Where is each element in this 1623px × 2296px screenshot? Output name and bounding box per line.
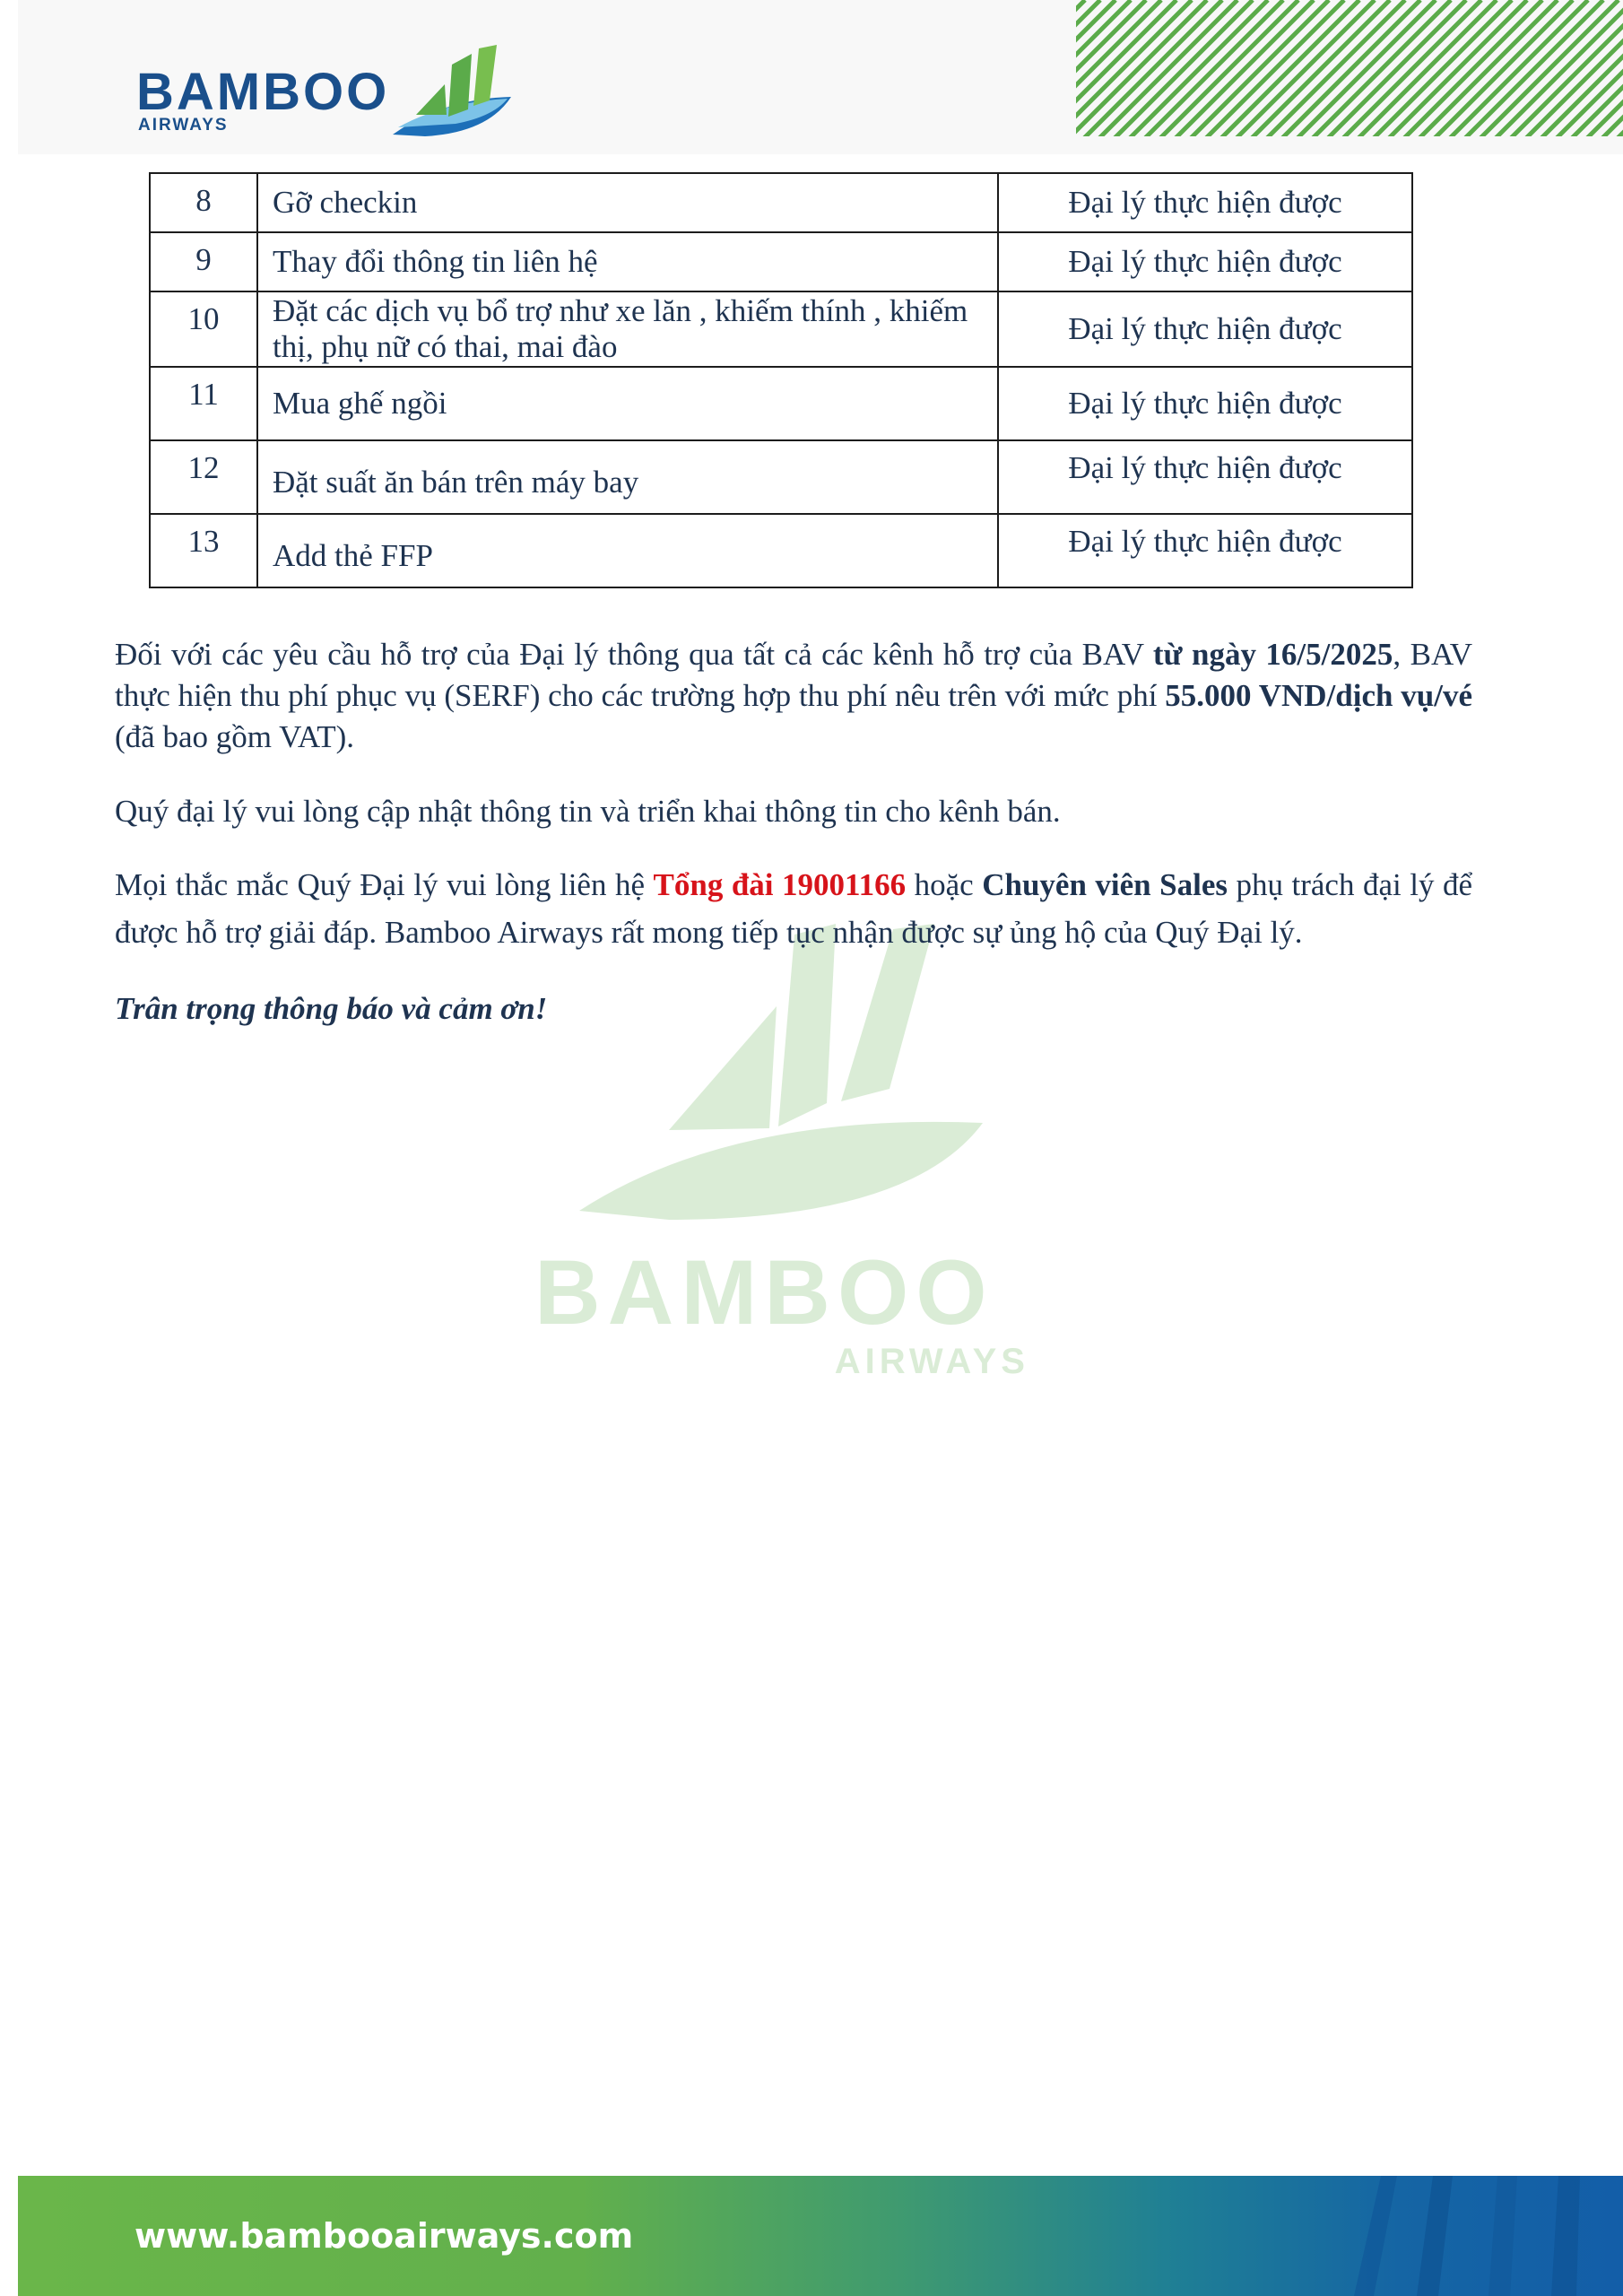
table-row (150, 440, 1412, 514)
text-span: Mọi thắc mắc Quý Đại lý vui lòng liên hệ (115, 867, 654, 902)
update-paragraph: Quý đại lý vui lòng cập nhật thông tin và triển khai thông tin cho kênh bán. (115, 794, 1061, 829)
table-row (150, 514, 1412, 587)
row-number: 9 (150, 232, 257, 291)
fee-amount: 55.000 VND/dịch vụ/vé (1165, 678, 1472, 713)
table-row (150, 367, 1412, 440)
row-number: 12 (150, 440, 257, 514)
row-number: 8 (150, 173, 257, 232)
table-row (150, 173, 1412, 232)
service-status: Đại lý thực hiện được (998, 514, 1412, 587)
hotline: Tổng đài 19001166 (653, 867, 907, 902)
bamboo-leaf-icon (389, 45, 515, 138)
service-name: Đặt các dịch vụ bổ trợ như xe lăn , khiếm thính , khiếm thị, phụ nữ có thai, mai đào (257, 291, 998, 367)
service-name: Đặt suất ăn bán trên máy bay (257, 440, 998, 514)
service-table (149, 172, 1413, 588)
contact-paragraph (115, 861, 1472, 956)
header-stripes-decoration (1076, 0, 1623, 136)
service-status: Đại lý thực hiện được (998, 440, 1412, 514)
row-number: 11 (150, 367, 257, 440)
fee-paragraph (115, 634, 1472, 758)
text-span: (đã bao gồm VAT). (115, 719, 355, 754)
service-status: Đại lý thực hiện được (998, 232, 1412, 291)
watermark-subtext: AIRWAYS (834, 1342, 1029, 1381)
logo-wordmark: BAMBOO (136, 63, 390, 121)
watermark-wordmark: BAMBOO (534, 1241, 994, 1344)
row-number: 10 (150, 291, 257, 367)
table-row (150, 291, 1412, 367)
table-row (150, 232, 1412, 291)
service-status: Đại lý thực hiện được (998, 173, 1412, 232)
service-name: Add thẻ FFP (257, 514, 998, 587)
row-number: 13 (150, 514, 257, 587)
logo-subtext: AIRWAYS (138, 116, 229, 135)
page-footer (18, 2176, 1623, 2296)
text-span: hoặc (906, 867, 983, 902)
closing-line: Trân trọng thông báo và cảm ơn! (115, 991, 548, 1026)
text-span: phụ trách đại lý để được hỗ trợ giải đáp. Bamboo Airways rất mong tiếp tục nhận được sự ủng hộ của Quý Đại lý. (115, 867, 1473, 950)
bamboo-leaf-watermark-icon (534, 924, 1029, 1247)
service-status: Đại lý thực hiện được (998, 291, 1412, 367)
bamboo-airways-logo (136, 45, 513, 144)
effective-date: từ ngày 16/5/2025 (1152, 637, 1393, 672)
service-status: Đại lý thực hiện được (998, 367, 1412, 440)
footer-bamboo-decoration (1318, 2176, 1623, 2296)
text-span: , BAV thực hiện thu phí phục vụ (SERF) cho các trường hợp thu phí nêu trên với mức phí (115, 637, 1472, 713)
service-name: Gỡ checkin (257, 173, 998, 232)
website-url: www.bambooairways.com (135, 2216, 634, 2256)
text-span: Đối với các yêu cầu hỗ trợ của Đại lý thông qua tất cả các kênh hỗ trợ của BAV (115, 637, 1153, 672)
sales-contact: Chuyên viên Sales (982, 867, 1228, 902)
service-name: Thay đổi thông tin liên hệ (257, 232, 998, 291)
service-name: Mua ghế ngồi (257, 367, 998, 440)
